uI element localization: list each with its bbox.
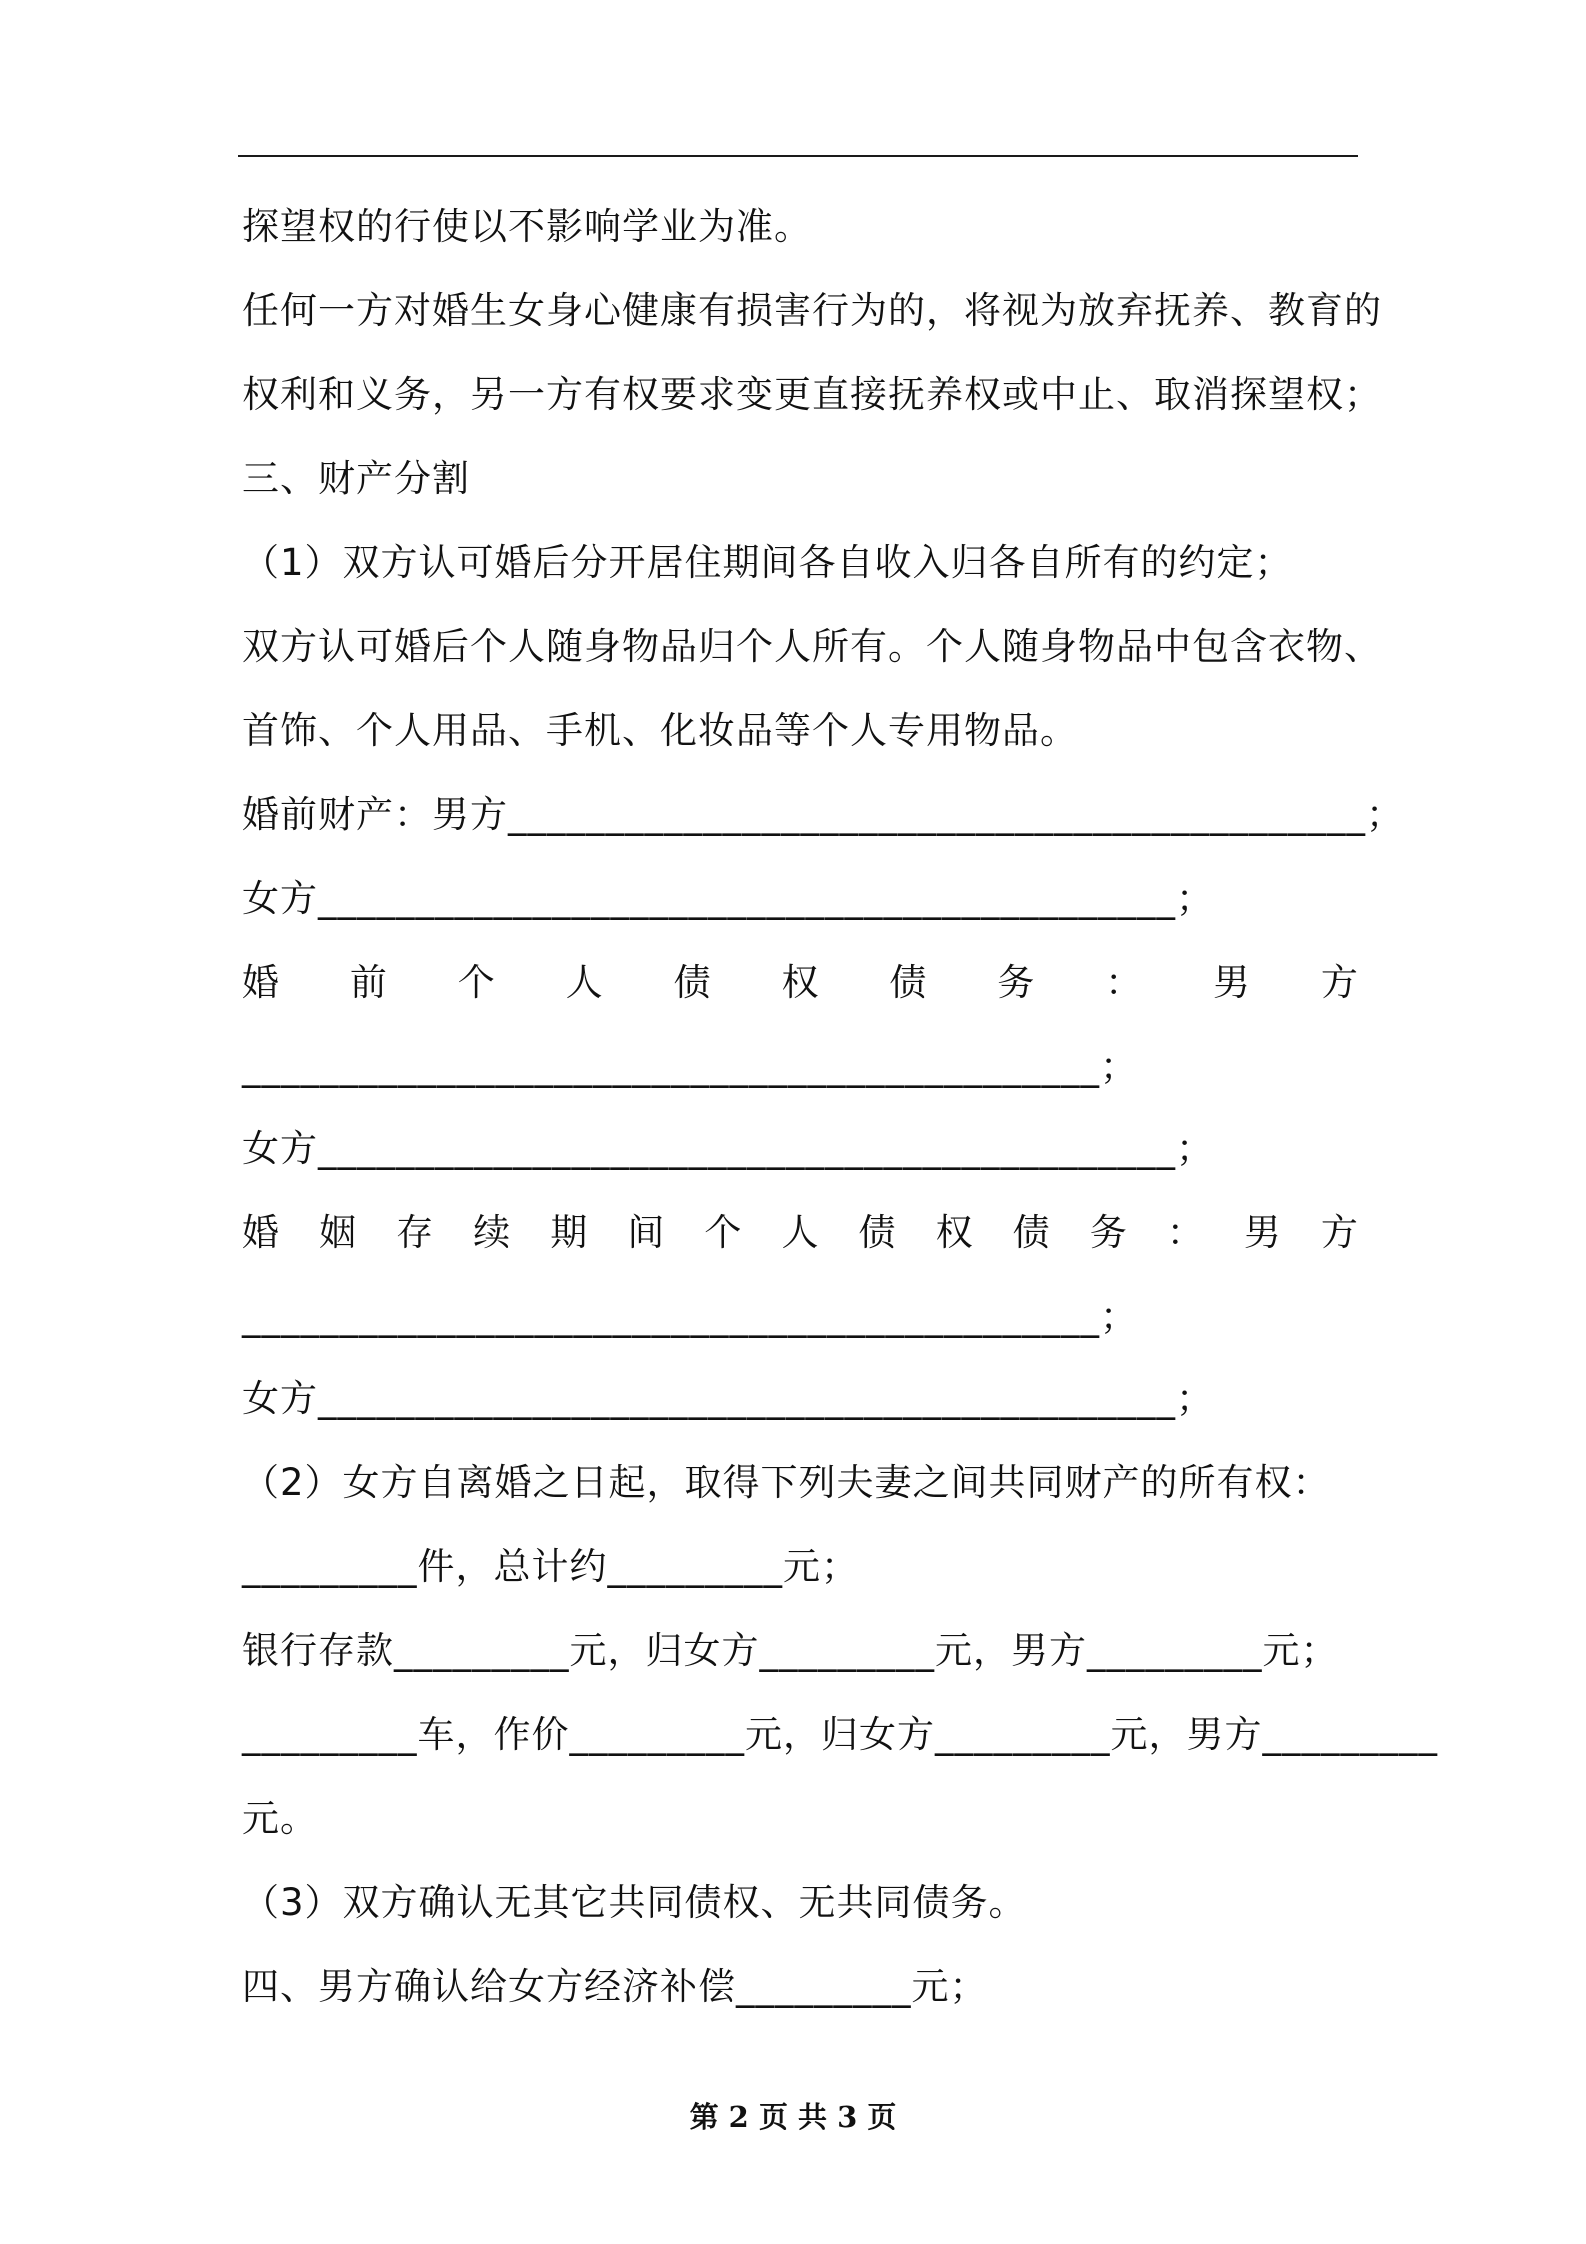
text-line: 探望权的行使以不影响学业为准。	[242, 205, 812, 248]
blank-field-line: 婚前财产：男方____________________________________________；	[242, 793, 1404, 836]
blank-field-line: ____________________________________________；	[242, 1295, 1138, 1338]
text-line: （3）双方确认无其它共同债权、无共同债务。	[242, 1881, 1027, 1924]
spread-char: 债	[858, 1211, 896, 1254]
spread-char: 期	[550, 1211, 588, 1254]
spread-char: 个	[457, 961, 495, 1004]
spread-char: 续	[473, 1211, 511, 1254]
spread-char: 间	[627, 1211, 665, 1254]
spread-char: 务	[1089, 1211, 1127, 1254]
text-line: 首饰、个人用品、手机、化妆品等个人专用物品。	[242, 709, 1078, 752]
blank-field-line: 女方____________________________________________；	[242, 877, 1214, 920]
text-line: 双方认可婚后个人随身物品归个人所有。个人随身物品中包含衣物、	[242, 625, 1382, 668]
spread-char: 存	[396, 1211, 434, 1254]
header-divider	[238, 155, 1358, 157]
spread-char: 权	[781, 961, 819, 1004]
spread-char: 方	[1320, 961, 1358, 1004]
text-line: 元。	[242, 1797, 318, 1840]
spread-char: 债	[673, 961, 711, 1004]
spread-char: 方	[1320, 1211, 1358, 1254]
spread-text-line	[242, 958, 1358, 1008]
spread-char: 务	[997, 961, 1035, 1004]
spread-char: 人	[565, 961, 603, 1004]
spread-char: 姻	[319, 1211, 357, 1254]
spread-char: 债	[889, 961, 927, 1004]
spread-text-line	[242, 1208, 1358, 1258]
spread-char: ：	[1166, 1211, 1204, 1254]
spread-char: 权	[935, 1211, 973, 1254]
spread-char: 人	[781, 1211, 819, 1254]
text-line: （2）女方自离婚之日起，取得下列夫妻之间共同财产的所有权：	[242, 1461, 1331, 1504]
spread-char: ：	[1105, 961, 1143, 1004]
blank-field-line: _________件，总计约_________元；	[242, 1545, 859, 1588]
spread-char: 男	[1213, 961, 1251, 1004]
spread-char: 婚	[242, 1211, 279, 1254]
text-line: （1）双方认可婚后分开居住期间各自收入归各自所有的约定；	[242, 541, 1293, 584]
blank-field-line: 女方____________________________________________；	[242, 1377, 1214, 1420]
blank-field-line: 四、男方确认给女方经济补偿_________元；	[242, 1965, 988, 2008]
page-footer: 第 2 页 共 3 页	[689, 2100, 897, 2134]
blank-field-line: 女方____________________________________________；	[242, 1127, 1214, 1170]
blank-field-line: ____________________________________________；	[242, 1045, 1138, 1088]
spread-char: 男	[1243, 1211, 1281, 1254]
text-line: 任何一方对婚生女身心健康有损害行为的，将视为放弃抚养、教育的	[242, 289, 1382, 332]
text-line: 权利和义务，另一方有权要求变更直接抚养权或中止、取消探望权；	[242, 373, 1382, 416]
spread-char: 债	[1012, 1211, 1050, 1254]
blank-field-line: _________车，作价_________元，归女方_________元，男方_________	[242, 1713, 1438, 1756]
spread-char: 婚	[242, 961, 279, 1004]
spread-char: 个	[704, 1211, 742, 1254]
blank-field-line: 银行存款_________元，归女方_________元，男方_________元；	[242, 1629, 1339, 1672]
spread-char: 前	[349, 961, 387, 1004]
section-heading: 三、财产分割	[242, 457, 470, 500]
